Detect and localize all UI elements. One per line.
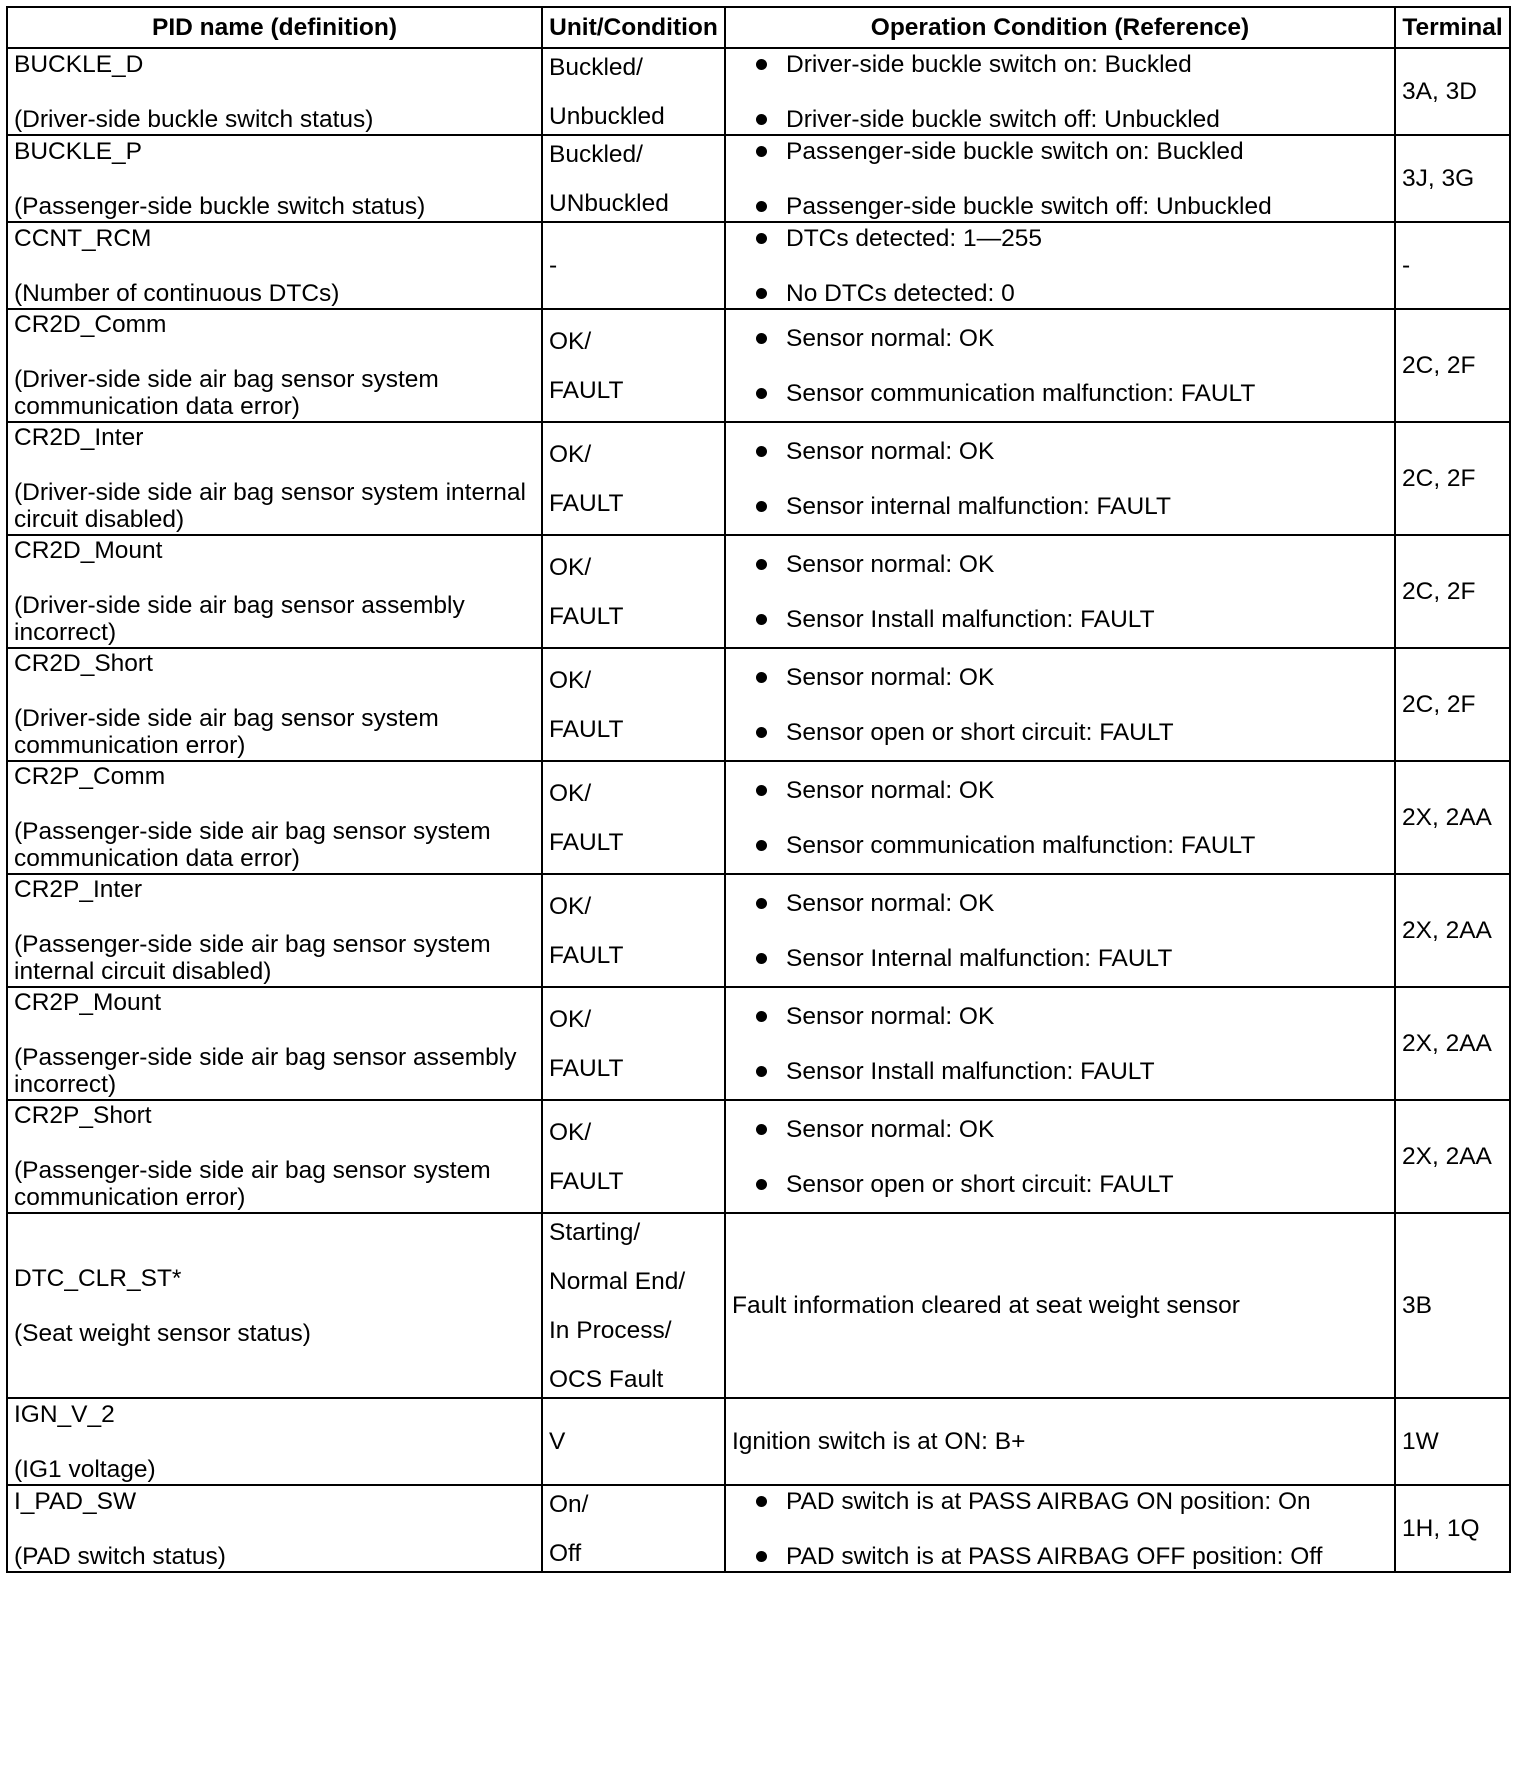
condition-item: Sensor Install malfunction: FAULT bbox=[786, 1058, 1388, 1085]
terminal-cell: 2X, 2AA bbox=[1395, 761, 1510, 874]
unit-cell bbox=[542, 222, 725, 309]
condition-list bbox=[732, 664, 1388, 746]
pid-name: CR2D_Inter bbox=[14, 424, 144, 451]
pid-definition: (Passenger-side side air bag sensor system communication data error) bbox=[14, 818, 491, 872]
pid-definition: (IG1 voltage) bbox=[14, 1455, 156, 1483]
pid-definition: (Driver-side buckle switch status) bbox=[14, 105, 374, 133]
pid-name: CR2P_Comm bbox=[14, 763, 166, 790]
unit-cell bbox=[542, 1485, 725, 1572]
condition-item: Sensor open or short circuit: FAULT bbox=[786, 719, 1388, 746]
condition-item: Sensor Install malfunction: FAULT bbox=[786, 606, 1388, 633]
pid-definition: (Seat weight sensor status) bbox=[14, 1319, 311, 1347]
condition-item: PAD switch is at PASS AIRBAG ON position: On bbox=[786, 1488, 1388, 1515]
pid-name: CR2P_Short bbox=[14, 1102, 152, 1129]
condition-item: Sensor normal: OK bbox=[786, 551, 1388, 578]
operation-cell bbox=[725, 1100, 1395, 1213]
condition-list bbox=[732, 890, 1388, 972]
table-row bbox=[7, 1485, 1510, 1572]
condition-item: Driver-side buckle switch off: Unbuckled bbox=[786, 106, 1388, 133]
operation-cell bbox=[725, 1398, 1395, 1485]
unit-cell bbox=[542, 48, 725, 135]
table-row bbox=[7, 309, 1510, 422]
condition-list bbox=[732, 438, 1388, 520]
pid-definition: (Driver-side side air bag sensor system communication data error) bbox=[14, 366, 439, 420]
operation-cell bbox=[725, 309, 1395, 422]
pid-cell bbox=[7, 874, 542, 987]
unit-value: On/ bbox=[549, 1490, 589, 1518]
condition-item: Sensor normal: OK bbox=[786, 890, 1388, 917]
condition-list bbox=[732, 225, 1388, 307]
terminal-cell: 2C, 2F bbox=[1395, 309, 1510, 422]
operation-cell bbox=[725, 1485, 1395, 1572]
condition-list bbox=[732, 551, 1388, 633]
unit-value: OK/ bbox=[549, 553, 592, 581]
unit-value: Off bbox=[549, 1539, 582, 1567]
pid-name: CR2P_Mount bbox=[14, 989, 162, 1016]
terminal-cell: 3J, 3G bbox=[1395, 135, 1510, 222]
table-row bbox=[7, 48, 1510, 135]
unit-value: V bbox=[549, 1428, 566, 1455]
operation-cell bbox=[725, 761, 1395, 874]
unit-cell bbox=[542, 987, 725, 1100]
condition-item: Sensor normal: OK bbox=[786, 777, 1388, 804]
unit-cell bbox=[542, 648, 725, 761]
condition-item: Sensor communication malfunction: FAULT bbox=[786, 832, 1388, 859]
pid-cell bbox=[7, 1398, 542, 1485]
pid-cell bbox=[7, 309, 542, 422]
unit-value: FAULT bbox=[549, 941, 624, 969]
pid-name: DTC_CLR_ST* bbox=[14, 1264, 182, 1292]
table-row bbox=[7, 222, 1510, 309]
condition-list bbox=[732, 51, 1388, 133]
header-operation: Operation Condition (Reference) bbox=[725, 7, 1395, 48]
pid-definition: (Passenger-side side air bag sensor system communication error) bbox=[14, 1157, 491, 1211]
pid-definition: (Driver-side side air bag sensor system internal circuit disabled) bbox=[14, 479, 526, 533]
pid-name: CR2P_Inter bbox=[14, 876, 143, 903]
condition-item: Sensor open or short circuit: FAULT bbox=[786, 1171, 1388, 1198]
unit-value: OK/ bbox=[549, 440, 592, 468]
pid-definition: (Passenger-side buckle switch status) bbox=[14, 192, 426, 220]
condition-list bbox=[732, 138, 1388, 220]
terminal-cell: 2X, 2AA bbox=[1395, 1100, 1510, 1213]
condition-item: Sensor normal: OK bbox=[786, 1116, 1388, 1143]
pid-cell bbox=[7, 648, 542, 761]
unit-value: Buckled/ bbox=[549, 53, 643, 81]
terminal-cell: 2X, 2AA bbox=[1395, 987, 1510, 1100]
operation-cell bbox=[725, 222, 1395, 309]
table-row bbox=[7, 874, 1510, 987]
pid-cell bbox=[7, 761, 542, 874]
unit-cell bbox=[542, 1100, 725, 1213]
pid-definition: (Driver-side side air bag sensor system communication error) bbox=[14, 705, 439, 759]
condition-item: No DTCs detected: 0 bbox=[786, 280, 1388, 307]
table-row bbox=[7, 135, 1510, 222]
operation-cell bbox=[725, 48, 1395, 135]
pid-definition: (Passenger-side side air bag sensor system internal circuit disabled) bbox=[14, 931, 491, 985]
table-row bbox=[7, 422, 1510, 535]
terminal-cell: 2C, 2F bbox=[1395, 535, 1510, 648]
table-row bbox=[7, 761, 1510, 874]
pid-cell bbox=[7, 48, 542, 135]
pid-cell bbox=[7, 135, 542, 222]
pid-name: BUCKLE_D bbox=[14, 50, 144, 78]
unit-cell bbox=[542, 761, 725, 874]
table-header-row bbox=[7, 7, 1510, 48]
unit-value: OK/ bbox=[549, 327, 592, 355]
unit-value: FAULT bbox=[549, 489, 624, 517]
pid-definition: (Passenger-side side air bag sensor assembly incorrect) bbox=[14, 1044, 517, 1098]
pid-name: BUCKLE_P bbox=[14, 137, 143, 165]
condition-item: Sensor Internal malfunction: FAULT bbox=[786, 945, 1388, 972]
unit-value: Normal End/ bbox=[549, 1267, 686, 1295]
terminal-cell: 2C, 2F bbox=[1395, 422, 1510, 535]
pid-cell bbox=[7, 1485, 542, 1572]
pid-name: CR2D_Mount bbox=[14, 537, 163, 564]
condition-item: Sensor normal: OK bbox=[786, 438, 1388, 465]
pid-cell bbox=[7, 422, 542, 535]
unit-cell bbox=[542, 535, 725, 648]
condition-list bbox=[732, 1003, 1388, 1085]
condition-item: Driver-side buckle switch on: Buckled bbox=[786, 51, 1388, 78]
unit-value: OCS Fault bbox=[549, 1365, 664, 1393]
pid-cell bbox=[7, 535, 542, 648]
unit-value: Starting/ bbox=[549, 1218, 641, 1246]
condition-item: Passenger-side buckle switch off: Unbuckled bbox=[786, 193, 1388, 220]
condition-item: Sensor normal: OK bbox=[786, 325, 1388, 352]
condition-item: DTCs detected: 1—255 bbox=[786, 225, 1388, 252]
pid-name: IGN_V_2 bbox=[14, 1400, 115, 1428]
condition-list bbox=[732, 1488, 1388, 1570]
condition-item: Sensor communication malfunction: FAULT bbox=[786, 380, 1388, 407]
pid-cell bbox=[7, 1100, 542, 1213]
operation-cell bbox=[725, 135, 1395, 222]
pid-table bbox=[6, 6, 1511, 1573]
condition-item: Passenger-side buckle switch on: Buckled bbox=[786, 138, 1388, 165]
table-row bbox=[7, 1100, 1510, 1213]
header-pid: PID name (definition) bbox=[7, 7, 542, 48]
unit-value: Unbuckled bbox=[549, 102, 665, 130]
operation-cell bbox=[725, 422, 1395, 535]
pid-cell bbox=[7, 1213, 542, 1398]
condition-text: Fault information cleared at seat weight sensor bbox=[732, 1292, 1240, 1319]
condition-item: Sensor normal: OK bbox=[786, 664, 1388, 691]
unit-value: FAULT bbox=[549, 376, 624, 404]
unit-cell bbox=[542, 874, 725, 987]
terminal-cell: 2X, 2AA bbox=[1395, 874, 1510, 987]
condition-item: PAD switch is at PASS AIRBAG OFF position: Off bbox=[786, 1543, 1388, 1570]
condition-text: Ignition switch is at ON: B+ bbox=[732, 1428, 1026, 1455]
pid-definition: (Driver-side side air bag sensor assembly incorrect) bbox=[14, 592, 465, 646]
table-row bbox=[7, 535, 1510, 648]
condition-list bbox=[732, 325, 1388, 407]
operation-cell bbox=[725, 1213, 1395, 1398]
unit-value: - bbox=[549, 252, 558, 279]
table-row bbox=[7, 1398, 1510, 1485]
terminal-cell: - bbox=[1395, 222, 1510, 309]
operation-cell bbox=[725, 648, 1395, 761]
unit-cell bbox=[542, 422, 725, 535]
pid-name: CCNT_RCM bbox=[14, 224, 152, 252]
terminal-cell: 1H, 1Q bbox=[1395, 1485, 1510, 1572]
unit-value: OK/ bbox=[549, 1118, 592, 1146]
table-row bbox=[7, 648, 1510, 761]
operation-cell bbox=[725, 874, 1395, 987]
pid-cell bbox=[7, 987, 542, 1100]
condition-list bbox=[732, 777, 1388, 859]
operation-cell bbox=[725, 535, 1395, 648]
unit-value: FAULT bbox=[549, 1054, 624, 1082]
unit-value: UNbuckled bbox=[549, 189, 669, 217]
unit-value: FAULT bbox=[549, 715, 624, 743]
unit-value: FAULT bbox=[549, 1167, 624, 1195]
unit-value: FAULT bbox=[549, 602, 624, 630]
header-unit: Unit/Condition bbox=[542, 7, 725, 48]
pid-name: CR2D_Short bbox=[14, 650, 153, 677]
unit-cell bbox=[542, 1213, 725, 1398]
unit-value: OK/ bbox=[549, 666, 592, 694]
terminal-cell: 1W bbox=[1395, 1398, 1510, 1485]
unit-value: Buckled/ bbox=[549, 140, 643, 168]
unit-cell bbox=[542, 135, 725, 222]
table-body bbox=[7, 48, 1510, 1572]
header-terminal: Terminal bbox=[1395, 7, 1510, 48]
pid-definition: (Number of continuous DTCs) bbox=[14, 279, 340, 307]
table-row bbox=[7, 987, 1510, 1100]
terminal-cell: 2C, 2F bbox=[1395, 648, 1510, 761]
unit-cell bbox=[542, 1398, 725, 1485]
unit-value: OK/ bbox=[549, 892, 592, 920]
pid-cell bbox=[7, 222, 542, 309]
unit-value: OK/ bbox=[549, 1005, 592, 1033]
terminal-cell: 3B bbox=[1395, 1213, 1510, 1398]
condition-list bbox=[732, 1116, 1388, 1198]
pid-name: CR2D_Comm bbox=[14, 311, 167, 338]
pid-name: I_PAD_SW bbox=[14, 1487, 137, 1515]
condition-item: Sensor normal: OK bbox=[786, 1003, 1388, 1030]
pid-definition: (PAD switch status) bbox=[14, 1542, 226, 1570]
table-row bbox=[7, 1213, 1510, 1398]
unit-value: In Process/ bbox=[549, 1316, 672, 1344]
terminal-cell: 3A, 3D bbox=[1395, 48, 1510, 135]
unit-value: FAULT bbox=[549, 828, 624, 856]
operation-cell bbox=[725, 987, 1395, 1100]
condition-item: Sensor internal malfunction: FAULT bbox=[786, 493, 1388, 520]
unit-value: OK/ bbox=[549, 779, 592, 807]
unit-cell bbox=[542, 309, 725, 422]
